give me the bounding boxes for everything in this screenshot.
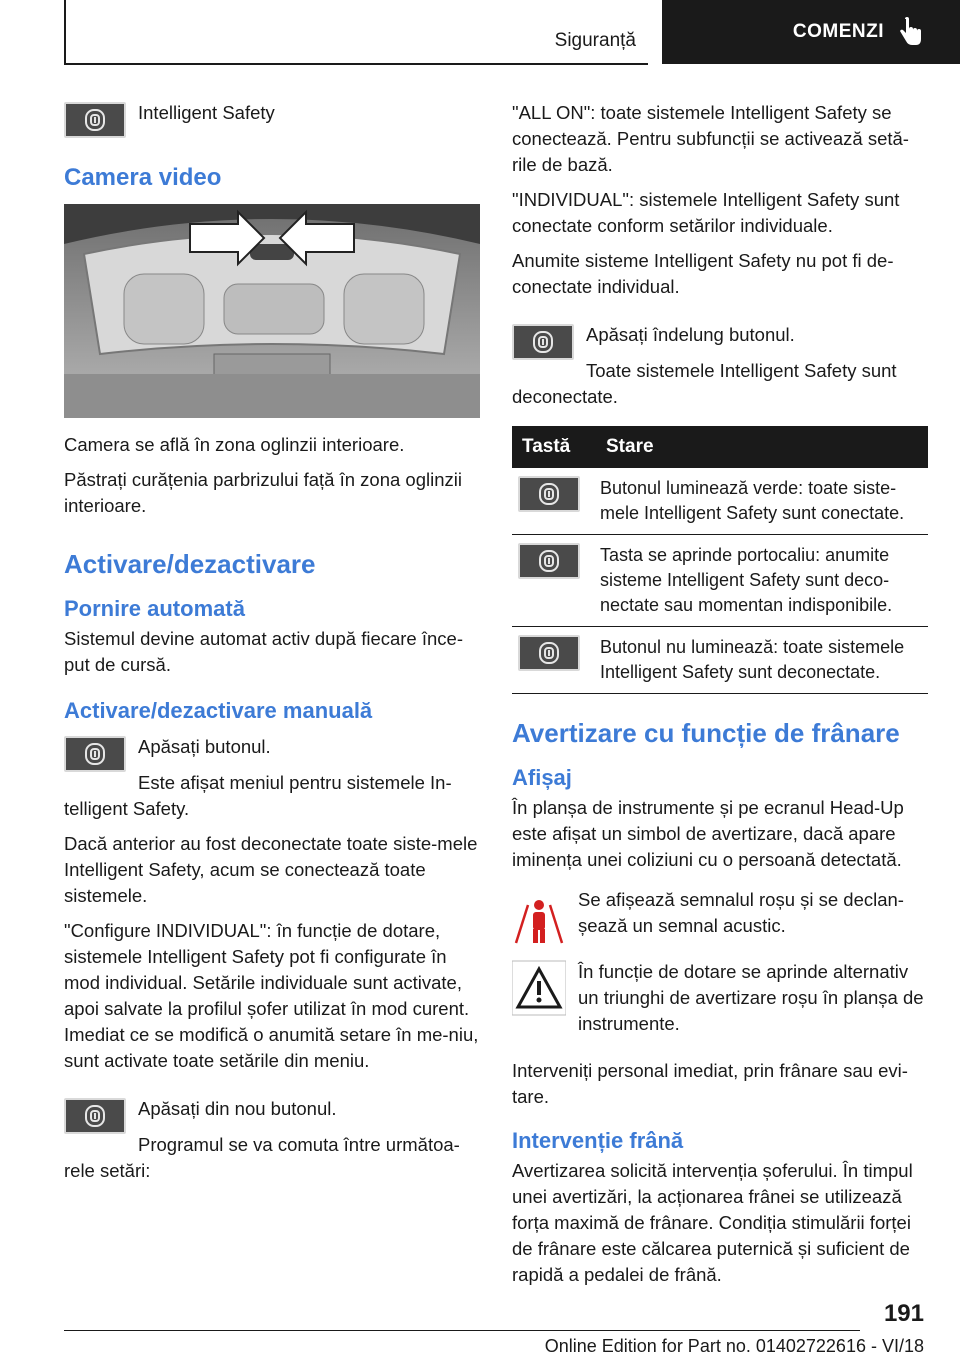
header-tab-comenzi[interactable] xyxy=(662,0,960,64)
intervene-text: Interveniți personal imediat, prin frânare sau evi-tare. xyxy=(512,1060,908,1107)
allon-text: "ALL ON": toate sistemele Intelligent Safety se conectează. Pentru subfuncții se activează setă-rile de bază. xyxy=(512,102,909,175)
intro-row xyxy=(64,100,480,138)
intelligent-safety-button-icon xyxy=(518,543,580,579)
manual-step-2a: Apăsați din nou butonul. xyxy=(138,1098,337,1119)
manual-heading: Activare/dezactivare manuală xyxy=(64,698,373,723)
header-left-rule xyxy=(64,0,66,64)
long-press-a: Apăsați îndelung butonul. xyxy=(586,324,795,345)
triangle-text: În funcție de dotare se aprinde alternativ un triunghi de avertizare roșu în planșa de instrumente. xyxy=(578,961,924,1034)
state-table xyxy=(512,426,928,694)
manual-step-2 xyxy=(64,1096,480,1134)
auto-start-text: Sistemul devine automat activ după fiecare înce-put de cursă. xyxy=(64,628,463,675)
intelligent-safety-button-icon xyxy=(512,324,574,360)
intelligent-safety-button-icon xyxy=(518,635,580,671)
manual-step-1b: Este afișat meniul pentru sistemele In-telligent Safety. xyxy=(64,772,452,819)
car-interior-camera-image xyxy=(64,204,480,418)
header-bottom-rule xyxy=(64,63,648,65)
table-row xyxy=(512,535,928,627)
red-signal-text: Se afișează semnalul roșu și se declan-șează un semnal acustic. xyxy=(578,889,904,936)
long-press-row xyxy=(512,322,928,360)
triangle-row xyxy=(512,959,928,1046)
camera-heading: Camera video xyxy=(64,164,222,191)
some-systems-text: Anumite sisteme Intelligent Safety nu pot fi de-conectate individual. xyxy=(512,250,894,297)
left-column xyxy=(64,100,480,1193)
header-tab-label: COMENZI xyxy=(792,21,884,42)
state-text: Tasta se aprinde portocaliu: anumite sisteme Intelligent Safety sunt deco-nectate sau momentan indisponibile. xyxy=(596,535,928,627)
brake-intervention-heading: Intervenție frână xyxy=(512,1128,684,1153)
warning-triangle-icon xyxy=(512,959,566,1017)
header-section-title: Siguranță xyxy=(554,30,636,51)
auto-start-heading: Pornire automată xyxy=(64,596,245,621)
intro-label: Intelligent Safety xyxy=(138,102,275,123)
table-row xyxy=(512,627,928,694)
manual-step-2b: Programul se va comuta între următoa-rele setări: xyxy=(64,1134,460,1181)
manual-step-1a: Apăsați butonul. xyxy=(138,736,271,757)
manual-text-2: "Configure INDIVIDUAL": în funcție de dotare, sistemele Intelligent Safety pot fi configurate în mod individual. Setările individuale sunt activate, apoi salvate la profilul șofer utilizat în mod curent. Imediat ce se modifică o anumită setare în me-niu, sunt activate toate setările din meniu. xyxy=(64,920,479,1071)
state-table-header xyxy=(512,426,928,468)
brake-intervention-text: Avertizarea solicită intervenția șoferului. În timpul unei avertizări, la acționarea frânei se utilizează forța maximă de frânare. Condiția stimulării forței de frânare este călcarea puternică și suficient de rapidă a pedalei de frână. xyxy=(512,1160,913,1285)
manual-text-1: Dacă anterior au fost deconectate toate siste-mele Intelligent Safety, acum se conectează toate sistemele. xyxy=(64,833,478,906)
intelligent-safety-button-icon xyxy=(64,102,126,138)
activation-heading: Activare/dezactivare xyxy=(64,549,316,579)
display-heading: Afișaj xyxy=(512,765,572,790)
intelligent-safety-button-icon xyxy=(518,476,580,512)
red-signal-row xyxy=(512,887,928,951)
manual-step-1 xyxy=(64,734,480,772)
state-text: Butonul luminează verde: toate siste-mele Intelligent Safety sunt conectate. xyxy=(596,468,928,535)
display-text: În planșa de instrumente și pe ecranul Head-Up este afișat un simbol de avertizare, dacă apare iminența unei coliziuni cu o persoană detectată. xyxy=(512,797,904,870)
state-table-col-key: Tastă xyxy=(512,426,596,468)
right-column xyxy=(512,100,928,1297)
state-text: Butonul nu luminează: toate sistemele Intelligent Safety sunt deconectate. xyxy=(596,627,928,694)
page-number: 191 xyxy=(883,1300,924,1327)
footer-rule xyxy=(64,1330,860,1331)
camera-text-2: Păstrați curățenia parbrizului față în zona oglinzii interioare. xyxy=(64,469,462,516)
camera-text-1: Camera se află în zona oglinzii interioare. xyxy=(64,434,405,455)
individual-text: "INDIVIDUAL": sistemele Intelligent Safety sunt conectate conform setărilor individuale. xyxy=(512,189,900,236)
footer-edition: Online Edition for Part no. 01402722616 - VI/18 xyxy=(544,1336,924,1356)
pedestrian-warning-icon xyxy=(512,887,566,951)
long-press-b: Toate sistemele Intelligent Safety sunt deconectate. xyxy=(512,360,897,407)
intelligent-safety-button-icon xyxy=(64,1098,126,1134)
brake-warning-heading: Avertizare cu funcție de frânare xyxy=(512,718,900,748)
hand-pointer-icon xyxy=(898,17,924,47)
intelligent-safety-button-icon xyxy=(64,736,126,772)
table-row xyxy=(512,468,928,535)
state-table-col-state: Stare xyxy=(596,426,928,468)
